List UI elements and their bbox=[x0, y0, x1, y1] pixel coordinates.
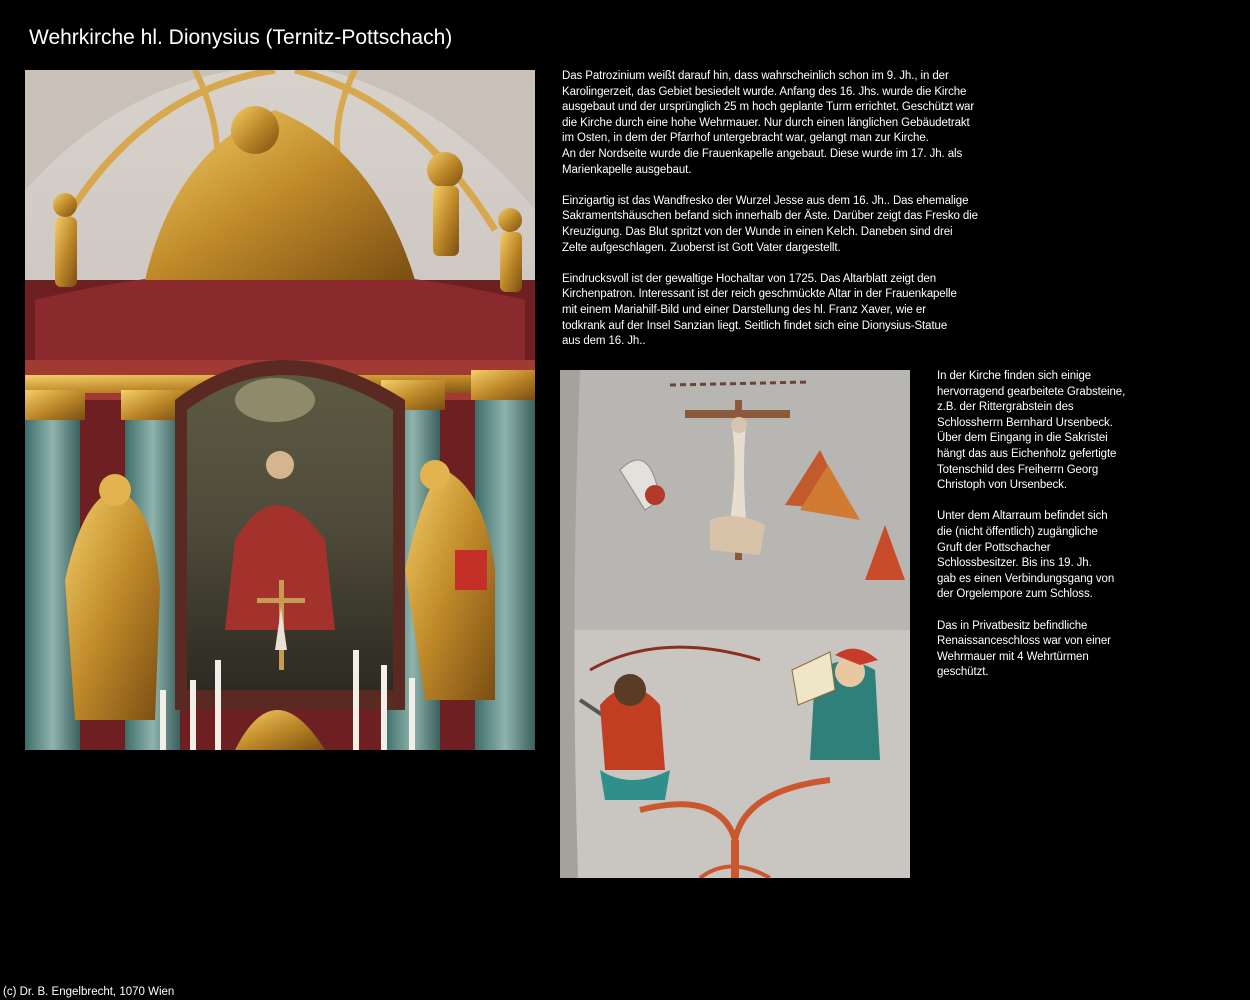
main-paragraph: Einzigartig ist das Wandfresko der Wurzel Jesse aus dem 16. Jh.. Das ehemalige Sakramentshäuschen befand sich innerhalb der Äste. Darüber zeigt das Fresko die Kreuzigung. Das Blut spritzt von der Wunde in einen Kelch. Daneben sind drei Zelte aufgeschlagen. Zuoberst ist Gott Vater dargestellt. bbox=[562, 194, 978, 254]
altar-photo bbox=[25, 70, 535, 750]
fresco-photo bbox=[560, 370, 910, 878]
main-paragraph: Das Patrozinium weißt darauf hin, dass wahrscheinlich schon im 9. Jh., in der Karolingerzeit, das Gebiet besiedelt wurde. Anfang des 16. Jhs. wurde die Kirche ausgebaut und der ursprünglich 25 m hoch geplante Turm errichtet. Geschützt war die Kirche durch eine hohe Wehrmauer. Nur durch einen länglichen Gebäudetrakt im Osten, in dem der Pfarrhof untergebracht war, gelangt man zur Kirche. An der Nordseite wurde die Frauenkapelle angebaut. Diese wurde im 17. Jh. als Marienkapelle ausgebaut. bbox=[562, 70, 975, 176]
side-description bbox=[937, 369, 1147, 696]
main-description bbox=[562, 69, 1012, 365]
page-title: Wehrkirche hl. Dionysius (Ternitz-Pottschach) bbox=[29, 26, 453, 49]
side-paragraph: In der Kirche finden sich einige hervorragend gearbeitete Grabsteine, z.B. der Rittergrabstein des Schlossherrn Bernhard Ursenbeck. Über dem Eingang in die Sakristei hängt das aus Eichenholz gefertigte Totenschild des Freiherrn Georg Christoph von Ursenbeck. bbox=[937, 370, 1126, 492]
copyright-notice: (c) Dr. B. Engelbrecht, 1070 Wien bbox=[3, 986, 175, 998]
fresco-illustration bbox=[560, 370, 910, 878]
main-paragraph: Eindrucksvoll ist der gewaltige Hochaltar von 1725. Das Altarblatt zeigt den Kirchenpatron. Interessant ist der reich geschmückte Altar in der Frauenkapelle mit einem Mariahilf-Bild und einer Darstellung des hl. Franz Xaver, wie er todkrank auf der Insel Sanzian liegt. Seitlich findet sich eine Dionysius-Statue aus dem 16. Jh.. bbox=[562, 272, 957, 348]
side-paragraph: Das in Privatbesitz befindliche Renaissanceschloss war von einer Wehrmauer mit 4 Wehrtürmen geschützt. bbox=[937, 619, 1111, 679]
altar-illustration bbox=[25, 70, 535, 750]
side-paragraph: Unter dem Altarraum befindet sich die (nicht öffentlich) zugängliche Gruft der Pottschacher Schlossbesitzer. Bis ins 19. Jh. gab es einen Verbindungsgang von der Orgelempore zum Schloss. bbox=[937, 510, 1115, 601]
